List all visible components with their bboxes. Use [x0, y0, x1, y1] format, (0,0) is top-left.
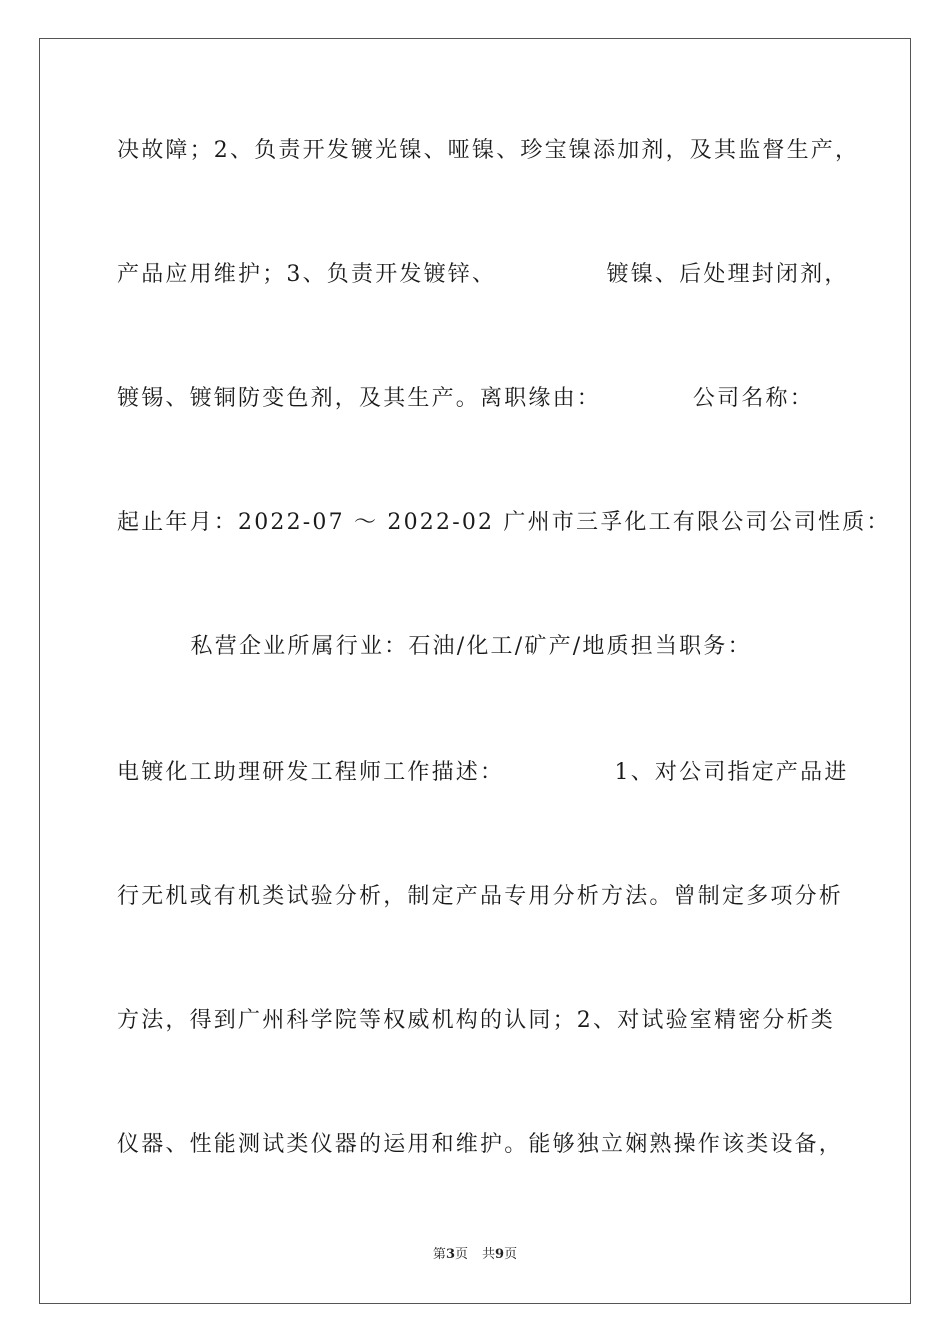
page-suffix: 页: [454, 1247, 468, 1262]
page-prefix: 第: [432, 1247, 446, 1262]
total-page-number: 9: [495, 1247, 505, 1262]
body-text-line-3: 镀锡、镀铜防变色剂，及其生产。离职缘由： 公司名称：: [117, 386, 814, 411]
body-text-line-9: 仪器、性能测试类仪器的运用和维护。能够独立娴熟操作该类设备，: [117, 1132, 844, 1157]
body-text-line-5: 私营企业所属行业：石油/化工/矿产/地质担当职务：: [117, 634, 752, 659]
body-text-line-7: 行无机或有机类试验分析，制定产品专用分析方法。曾制定多项分析: [117, 884, 844, 909]
page-border: [39, 38, 911, 1304]
body-text-line-2: 产品应用维护；3、负责开发镀锌、 镀镍、后处理封闭剂，: [117, 262, 849, 287]
total-suffix: 页: [504, 1247, 518, 1262]
current-page-number: 3: [445, 1247, 455, 1262]
body-text-line-1: 决故障；2、负责开发镀光镍、哑镍、珍宝镍添加剂，及其监督生产，: [117, 138, 860, 163]
body-text-line-6: 电镀化工助理研发工程师工作描述： 1、对公司指定产品进: [117, 760, 849, 785]
total-prefix: 共: [482, 1247, 496, 1262]
body-text-line-4: 起止年月：2022-07 ～ 2022-02 广州市三孚化工有限公司公司性质：: [117, 510, 891, 535]
body-text-line-8: 方法，得到广州科学院等权威机构的认同；2、对试验室精密分析类: [117, 1008, 835, 1033]
page-footer: [0, 1246, 950, 1264]
